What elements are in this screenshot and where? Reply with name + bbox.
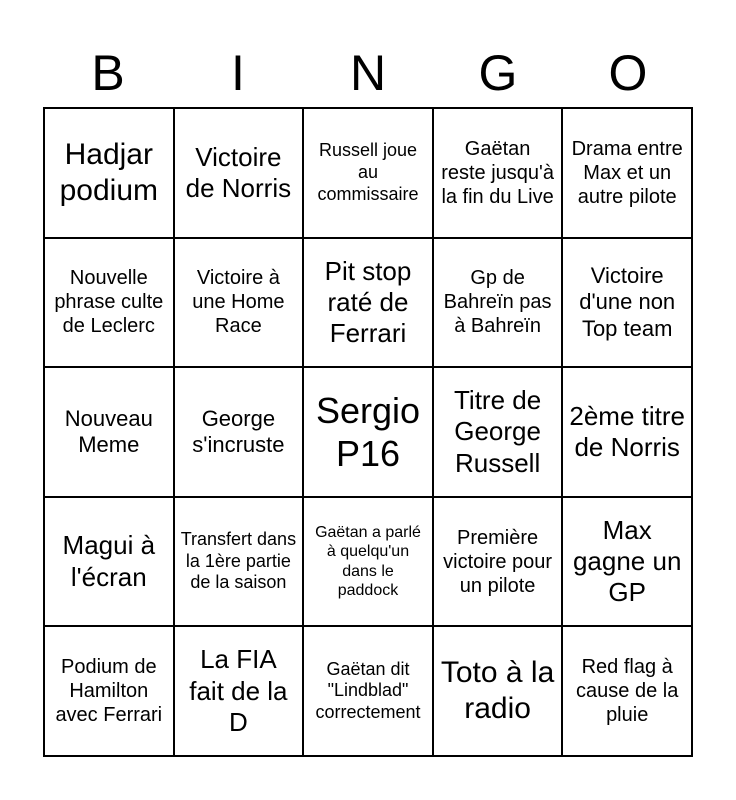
- cell-text: Pit stop raté de Ferrari: [324, 255, 412, 348]
- cell-text: Max gagne un GP: [572, 514, 682, 608]
- cell-text: Nouveau Meme: [64, 405, 153, 457]
- bingo-cell-9[interactable]: [433, 238, 563, 368]
- cell-text: Victoire d'une non Top team: [579, 262, 676, 341]
- bingo-cell-12[interactable]: [174, 367, 304, 497]
- bingo-cell-21[interactable]: [44, 626, 174, 756]
- cell-text: Gaëtan reste jusqu'à la fin du Live: [441, 137, 554, 208]
- bingo-cell-16[interactable]: [44, 497, 174, 627]
- cell-text: Magui à l'écran: [62, 530, 156, 592]
- bingo-grid: [43, 107, 693, 757]
- cell-text: Première victoire pour un pilote: [443, 526, 553, 597]
- bingo-cell-17[interactable]: [174, 497, 304, 627]
- bingo-cell-5[interactable]: [562, 108, 692, 238]
- bingo-cell-15[interactable]: [562, 367, 692, 497]
- cell-text: Podium de Hamilton avec Ferrari: [55, 656, 163, 727]
- bingo-cell-20[interactable]: [562, 497, 692, 627]
- cell-text: George s'incruste: [192, 405, 285, 457]
- cell-text: Gp de Bahreïn pas à Bahreïn: [443, 267, 552, 338]
- cell-text: Red flag à cause de la pluie: [576, 656, 679, 727]
- header-letter-g: G: [478, 45, 518, 101]
- header-letter-n: N: [349, 45, 387, 101]
- bingo-cell-25[interactable]: [562, 626, 692, 756]
- bingo-cell-13[interactable]: [303, 367, 433, 497]
- bingo-cell-19[interactable]: [433, 497, 563, 627]
- bingo-cell-4[interactable]: [433, 108, 563, 238]
- header-letter-b: B: [91, 45, 125, 101]
- cell-text: La FIA fait de la D: [189, 644, 288, 737]
- cell-text: Drama entre Max et un autre pilote: [571, 137, 683, 208]
- bingo-cell-1[interactable]: [44, 108, 174, 238]
- cell-text: Victoire à une Home Race: [192, 267, 285, 338]
- cell-text: Nouvelle phrase culte de Leclerc: [54, 267, 164, 338]
- bingo-header: [43, 38, 693, 108]
- cell-text: Sergio P16: [315, 389, 421, 474]
- cell-text: Gaëtan a parlé à quelqu'un dans le paddock: [315, 524, 421, 599]
- bingo-cell-23[interactable]: [303, 626, 433, 756]
- bingo-cell-10[interactable]: [562, 238, 692, 368]
- bingo-cell-11[interactable]: [44, 367, 174, 497]
- cell-text: Russell joue au commissaire: [317, 140, 419, 204]
- cell-text: Victoire de Norris: [185, 141, 292, 203]
- bingo-cell-24[interactable]: [433, 626, 563, 756]
- header-letter-i: I: [231, 45, 245, 101]
- header-letter-o: O: [608, 45, 648, 101]
- bingo-cell-2[interactable]: [174, 108, 304, 238]
- cell-text: Gaëtan dit "Lindblad" correctement: [315, 658, 421, 722]
- cell-text: 2ème titre de Norris: [569, 400, 685, 462]
- cell-text: Titre de George Russell: [454, 385, 542, 478]
- bingo-cell-18[interactable]: [303, 497, 433, 627]
- bingo-cell-7[interactable]: [174, 238, 304, 368]
- bingo-cell-6[interactable]: [44, 238, 174, 368]
- cell-text: Hadjar podium: [59, 137, 158, 207]
- cell-text: Toto à la radio: [440, 656, 555, 726]
- bingo-cell-14[interactable]: [433, 367, 563, 497]
- bingo-cell-22[interactable]: [174, 626, 304, 756]
- bingo-cell-3[interactable]: [303, 108, 433, 238]
- cell-text: Transfert dans la 1ère partie de la saison: [180, 529, 297, 593]
- bingo-cell-8[interactable]: [303, 238, 433, 368]
